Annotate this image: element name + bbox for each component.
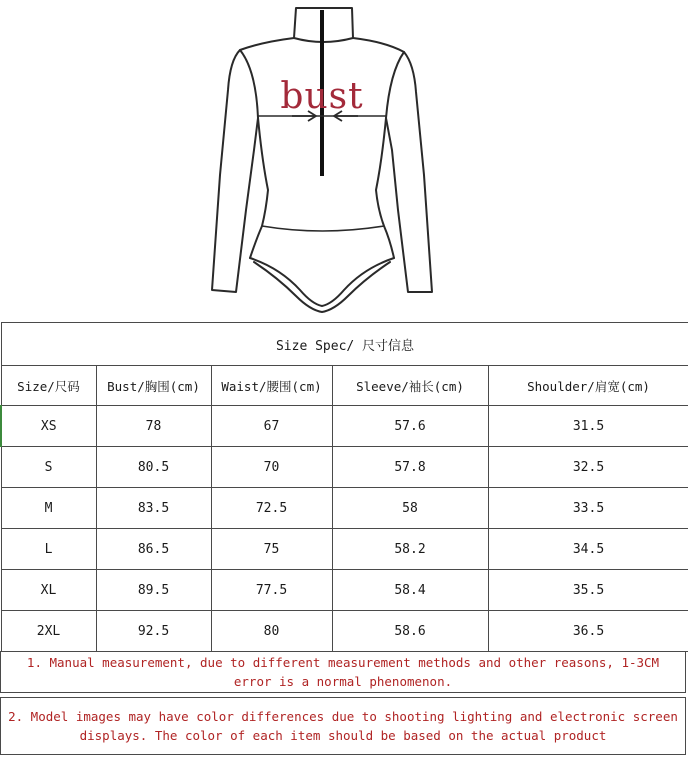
cell-bust: 92.5 [96, 611, 211, 652]
cell-sleeve: 58 [332, 488, 488, 529]
cell-waist: 67 [211, 406, 332, 447]
table-row [1, 406, 688, 447]
color-note [0, 697, 686, 755]
cell-size: S [1, 447, 96, 488]
cell-sleeve: 58.2 [332, 529, 488, 570]
cell-size: M [1, 488, 96, 529]
measurement-note [0, 651, 686, 693]
bust-label: bust [280, 76, 364, 117]
cell-waist: 72.5 [211, 488, 332, 529]
cell-size: L [1, 529, 96, 570]
cell-bust: 86.5 [96, 529, 211, 570]
header-size: Size/尺码 [1, 366, 96, 406]
cell-size: 2XL [1, 611, 96, 652]
table-row [1, 570, 688, 611]
cell-size: XS [1, 406, 96, 447]
cell-waist: 70 [211, 447, 332, 488]
bodysuit-outline-icon [0, 0, 688, 322]
color-note-text: 2. Model images may have color differences due to shooting lighting and electronic screen displays. The color of each item should be based on the actual product [8, 709, 678, 743]
cell-shoulder: 35.5 [488, 570, 688, 611]
cell-shoulder: 33.5 [488, 488, 688, 529]
cell-bust: 83.5 [96, 488, 211, 529]
header-shoulder: Shoulder/肩宽(cm) [488, 366, 688, 406]
table-row [1, 447, 688, 488]
cell-bust: 80.5 [96, 447, 211, 488]
table-header-row [1, 366, 688, 406]
measurement-note-text: 1. Manual measurement, due to different measurement methods and other reasons, 1-3CM error is a normal phenomenon. [26, 655, 660, 689]
cell-shoulder: 32.5 [488, 447, 688, 488]
cell-waist: 75 [211, 529, 332, 570]
table-title: Size Spec/ 尺寸信息 [1, 323, 688, 366]
cell-shoulder: 34.5 [488, 529, 688, 570]
table-row [1, 529, 688, 570]
cell-sleeve: 58.4 [332, 570, 488, 611]
cell-shoulder: 36.5 [488, 611, 688, 652]
cell-sleeve: 58.6 [332, 611, 488, 652]
cell-waist: 77.5 [211, 570, 332, 611]
header-sleeve: Sleeve/袖长(cm) [332, 366, 488, 406]
table-row [1, 488, 688, 529]
cell-sleeve: 57.8 [332, 447, 488, 488]
cell-bust: 78 [96, 406, 211, 447]
header-waist: Waist/腰围(cm) [211, 366, 332, 406]
cell-size: XL [1, 570, 96, 611]
table-row [1, 611, 688, 652]
cell-waist: 80 [211, 611, 332, 652]
bodysuit-diagram [0, 0, 688, 322]
header-bust: Bust/胸围(cm) [96, 366, 211, 406]
cell-sleeve: 57.6 [332, 406, 488, 447]
size-spec-table [0, 322, 688, 652]
cell-bust: 89.5 [96, 570, 211, 611]
cell-shoulder: 31.5 [488, 406, 688, 447]
